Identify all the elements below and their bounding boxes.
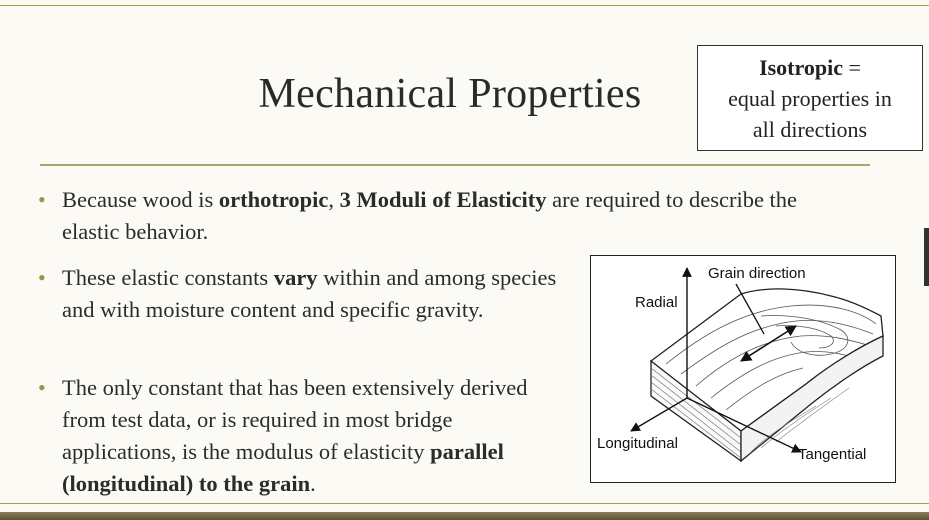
isotropic-callout-box [697, 45, 923, 151]
bullet-3-text-a: The only constant that has been extensively derived from test data, or is required in most bridge applications, is the modulus of elasticity [62, 375, 528, 464]
bottom-bar [0, 512, 929, 520]
bullet-1-bold-a: orthotropic [218, 187, 329, 212]
bullet-1-text-a: Because wood is [62, 187, 219, 212]
bullet-2-text-a: These elastic constants [62, 265, 274, 290]
radial-label: Radial [635, 294, 678, 311]
slide-edge-marker [924, 228, 929, 286]
bullet-modulus-parallel [62, 372, 572, 500]
tangential-label: Tangential [798, 446, 867, 463]
bullet-2-text-b: within and among species and with moisture content and specific gravity. [62, 265, 557, 322]
bullet-3-bold-a: parallel (longitudinal) to the grain [62, 439, 504, 496]
grain-direction-label: Grain direction [708, 265, 806, 282]
wood-grain-figure [590, 255, 896, 483]
callout-equals: = [843, 55, 861, 80]
bullet-orthotropic [62, 184, 822, 248]
callout-line-3: all directions [752, 117, 868, 142]
longitudinal-label: Longitudinal [597, 435, 678, 452]
top-rule [0, 5, 929, 6]
callout-line-2: equal properties in [728, 86, 892, 111]
slide-title: Mechanical Properties [258, 71, 642, 117]
callout-term: Isotropic [759, 55, 843, 80]
callout-line-1 [698, 52, 922, 83]
bullet-3-text-b: . [310, 471, 316, 496]
title-divider [40, 164, 870, 166]
bullet-2-bold-a: vary [273, 265, 318, 290]
bullet-1-bold-b: 3 Moduli of Elasticity [339, 187, 547, 212]
bottom-rule [0, 503, 929, 504]
bullet-1-text-b: , [328, 187, 340, 212]
bullet-elastic-constants [62, 262, 572, 326]
bullet-1-text-c: are required to describe the elastic behavior. [62, 187, 798, 244]
